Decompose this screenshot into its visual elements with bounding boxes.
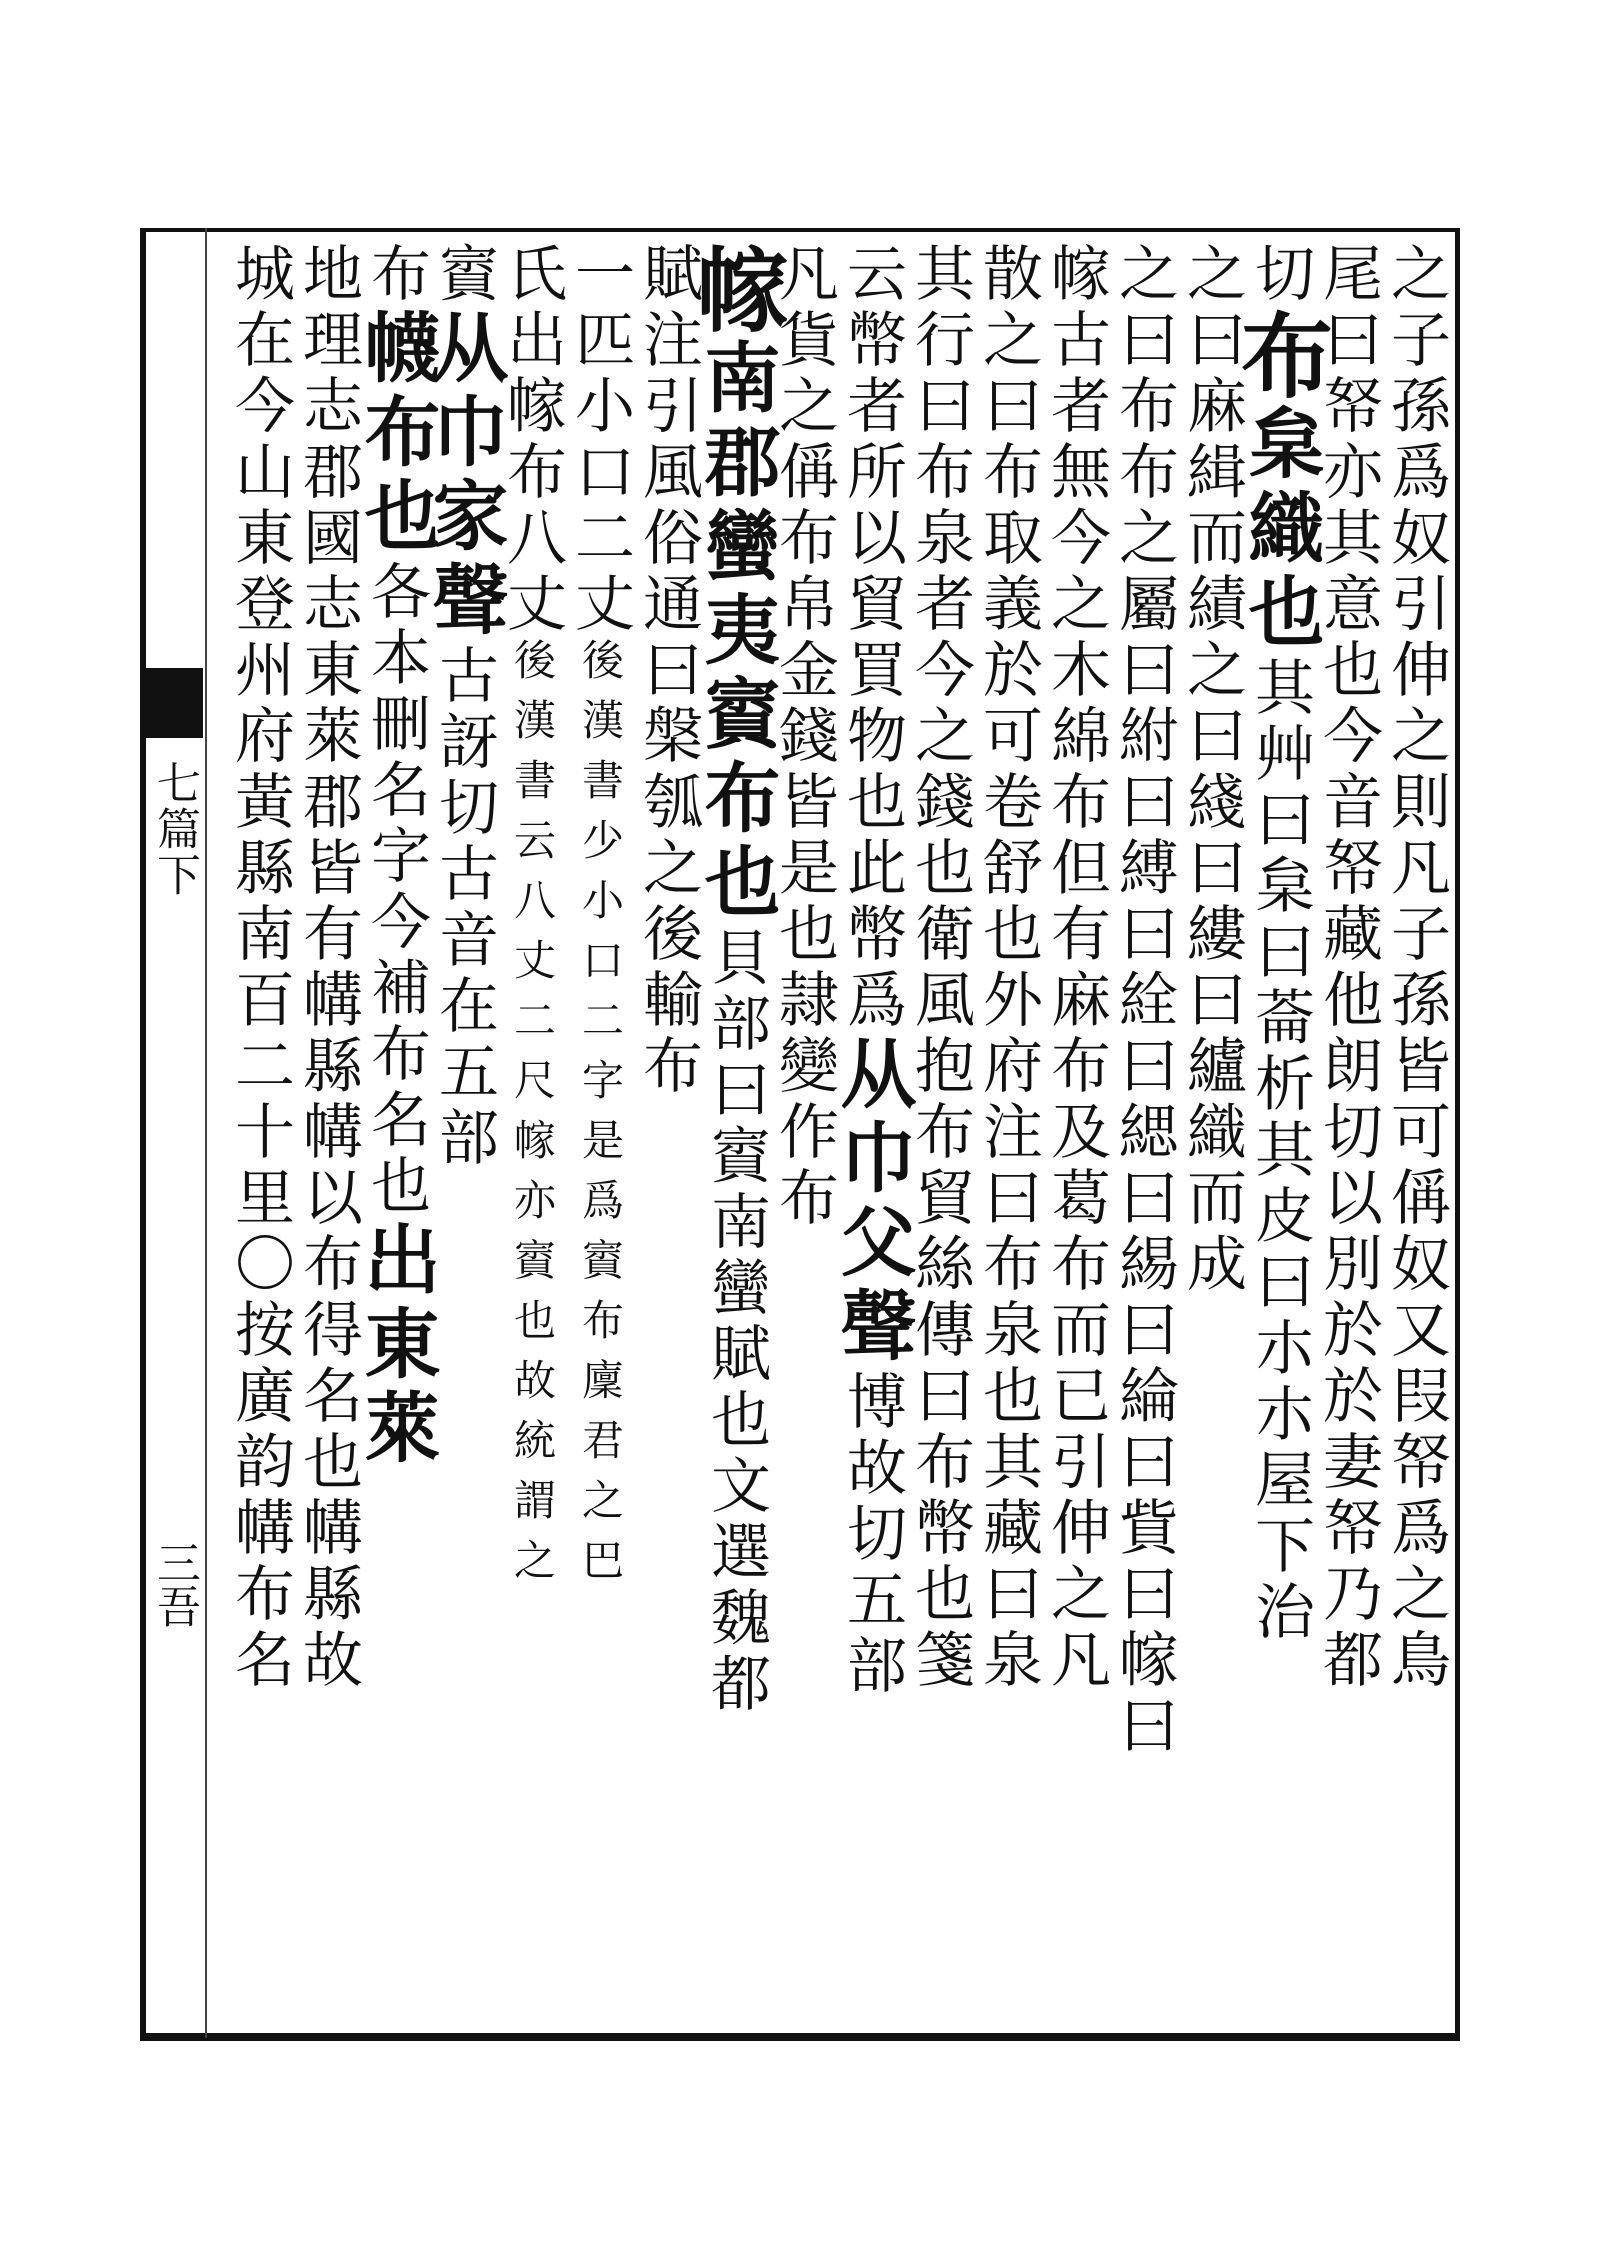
text-column xyxy=(634,242,702,2022)
annotation-text: 後漢書云八丈二尺幏亦賨也故統謂之 xyxy=(508,638,557,1598)
body-text: 博故切五部 xyxy=(837,1370,907,1700)
frame-top-rule xyxy=(140,228,1458,232)
text-column xyxy=(1382,242,1450,2022)
text-column xyxy=(1178,242,1246,2022)
frame-right-rule xyxy=(1455,228,1460,2038)
text-column xyxy=(566,242,634,2022)
body-text: 之子孫爲奴引伸之則凡子孫皆可偁奴又叚帑爲之鳥 xyxy=(1381,242,1451,1694)
headword-text: 枲織也 xyxy=(1236,404,1325,656)
body-text: 城在今山東登州府黃縣南百二十里〇按廣韵㡚布名 xyxy=(225,242,295,1694)
body-text: 幭布也 xyxy=(352,308,441,560)
body-text: 之曰麻緝而績之曰綫曰縷曰纑織而成 xyxy=(1177,242,1247,1298)
chapter-label: 七篇下 xyxy=(149,760,200,898)
body-text: 幏古者無今之木綿布但有麻布及葛布而已引伸之凡 xyxy=(1041,242,1111,1694)
headword-text: 南郡蠻夷賨布也 xyxy=(692,338,781,926)
body-text: 布 xyxy=(361,242,431,308)
text-column xyxy=(974,242,1042,2022)
text-column xyxy=(828,242,917,2022)
body-text: 氏出幏布八丈 xyxy=(497,242,567,638)
text-column xyxy=(1226,242,1334,2022)
body-text: 切 xyxy=(1245,242,1315,308)
body-text: 古訝切古音在五部 xyxy=(429,644,499,1172)
text-column xyxy=(1042,242,1110,2022)
body-text: 其艸曰枲曰菕析其皮曰朩朩屋下治 xyxy=(1245,656,1315,1646)
text-column xyxy=(352,242,441,2022)
body-text: 貝部曰賨南蠻賦也文選魏都 xyxy=(701,926,771,1718)
page-marker: 三吾 xyxy=(149,1540,200,1628)
body-text: 尾曰帑亦其意也今音帑藏他朗切以別於於妻帑乃都 xyxy=(1313,242,1383,1694)
body-text: 其行曰布泉者今之錢也衛風抱布貿絲傳曰布幣也箋 xyxy=(905,242,975,1694)
body-text: 賦注引風俗通曰槃瓠之後輸布 xyxy=(633,242,703,1100)
text-column xyxy=(682,242,790,2022)
headword-text: 出東萊 xyxy=(352,1220,441,1472)
body-text: 散之曰布取義於可卷舒也外府注曰布泉也其藏曰泉 xyxy=(973,242,1043,1694)
body-text: 各本刪名字今補布名也 xyxy=(361,560,431,1220)
text-columns xyxy=(225,242,1450,2022)
body-text: 地理志郡國志東萊郡皆有㡚縣㡚以布得名也㡚縣故 xyxy=(293,242,363,1694)
body-text: 賨 xyxy=(429,242,499,308)
seal-character: 布 xyxy=(1226,308,1334,404)
fish-tail-mark xyxy=(143,668,203,738)
frame-left-rule xyxy=(140,228,146,2038)
body-text: 一匹小口二丈 xyxy=(565,242,635,638)
body-text: 之曰布布之屬曰紨曰縛曰絟曰緦曰緆曰綸曰貲曰幏曰 xyxy=(1109,242,1179,1760)
annotation-text: 後漢書少小口二字是爲賨布廩君之巴 xyxy=(576,638,625,1598)
body-text: 凡貨之偁布帛金錢皆是也 xyxy=(769,242,839,968)
text-column xyxy=(294,242,362,2022)
text-column xyxy=(226,242,294,2022)
headword-text: 从巾家聲 xyxy=(420,308,509,644)
body-text: 隷變作布 xyxy=(769,968,839,1232)
seal-character: 幏 xyxy=(682,242,790,338)
gutter-rule xyxy=(205,228,207,2038)
frame-bottom-rule xyxy=(140,2033,1460,2041)
text-column xyxy=(1110,242,1178,2022)
body-text: 云幣者所以貿買物也此幣爲 xyxy=(837,242,907,1034)
headword-text: 从巾父聲 xyxy=(828,1034,917,1370)
